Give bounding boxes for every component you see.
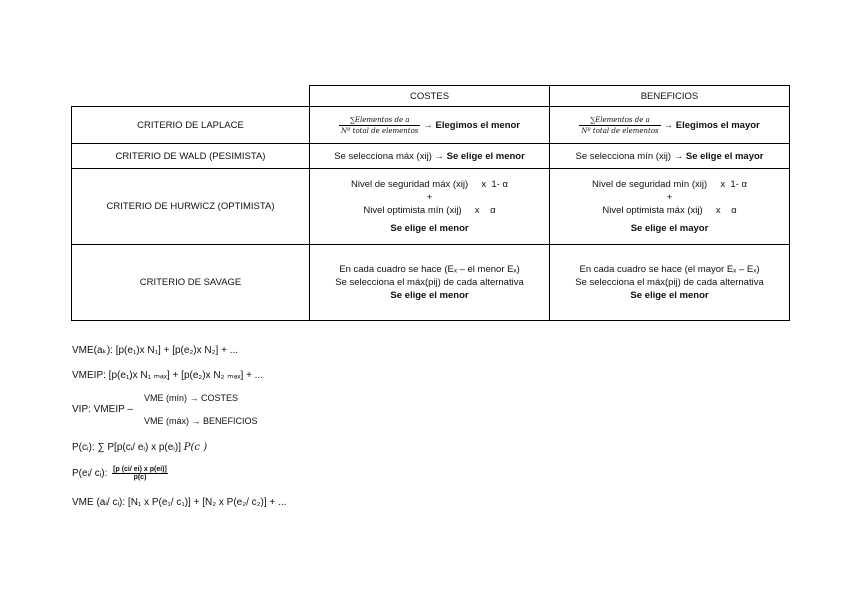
wald-row [72,144,790,169]
hurwicz-benefits-cell [550,169,790,245]
vme-conditional-formula: VME (aᵢ/ cᵢ): [N₁ x P(e₁/ c₁)] + [N₂ x P(e₂/ c₂)] + ... [72,497,287,508]
empty-corner-cell [72,86,310,107]
savage-label: CRITERIO DE SAVAGE [72,245,310,321]
laplace-costs-result: → Elegimos el menor [423,119,521,131]
vip-min-costs: VME (mín) → COSTES [144,393,239,403]
pe-fraction-denominator: p(c) [133,474,147,481]
savage-costs-result: Se elige el menor [390,290,469,301]
laplace-label: CRITERIO DE LAPLACE [72,107,310,144]
pc-formula-italic: P(c ) [183,442,208,453]
costs-header: COSTES [310,86,550,107]
vip-formula: VIP: VMEIP – [72,404,133,415]
wald-costs-cell [310,144,550,169]
hurwicz-costs-result: Se elige el menor [390,223,469,234]
hurwicz-label: CRITERIO DE HURWICZ (OPTIMISTA) [72,169,310,245]
hurwicz-row [72,169,790,245]
fraction-numerator: ∑Elementos de a [339,116,420,126]
savage-benefits-line1: En cada cuadro se hace (el mayor Eₓ – Eₓ) [579,264,760,275]
hurwicz-benefits-plus: + [666,192,673,203]
wald-costs-result: Se elige el menor [446,150,525,162]
savage-costs-cell [310,245,550,321]
laplace-costs-fraction [339,116,420,135]
hurwicz-costs-plus: + [426,192,433,203]
header-row [72,86,790,107]
savage-benefits-result: Se elige el menor [630,290,709,301]
fraction-denominator: Nº total de elementos [581,126,659,135]
pe-fraction [112,466,168,481]
wald-costs-text: Se selecciona máx (xij) → [334,150,444,162]
savage-costs-line2: Se selecciona el máx(pij) de cada alternativa [335,277,524,288]
pc-formula-text: P(cᵢ): ∑ P[p(cᵢ/ eᵢ) x p(eᵢ)] [72,442,181,453]
savage-row [72,245,790,321]
hurwicz-benefits-result: Se elige el mayor [630,223,709,234]
vme-formula: VME(aₖ): [p(e₁)x N₁] + [p(e₂)x N₂] + ... [72,345,239,356]
wald-benefits-cell [550,144,790,169]
decision-criteria-table [71,85,790,321]
wald-benefits-text: Se selecciona mín (xij) → [575,150,684,162]
laplace-benefits-result: → Elegimos el mayor [663,119,760,131]
laplace-benefits-cell [550,107,790,144]
savage-benefits-line2: Se selecciona el máx(pij) de cada alternativa [575,277,764,288]
laplace-benefits-fraction [579,116,660,135]
fraction-denominator: Nº total de elementos [340,126,419,135]
vmeip-formula: VMEIP: [p(e₁)x N₁ ₘₐₓ] + [p(e₂)x N₂ ₘₐₓ] + ... [72,370,264,381]
laplace-costs-cell [310,107,550,144]
fraction-numerator: ∑Elementos de a [579,116,660,126]
hurwicz-benefits-line3: Nivel optimista máx (xij) x α [602,205,737,216]
wald-benefits-result: Se elige el mayor [685,150,764,162]
vip-max-benefits: VME (máx) → BENEFICIOS [144,416,258,426]
savage-costs-line1: En cada cuadro se hace (Eₓ – el menor Eₓ) [339,264,520,275]
laplace-row [72,107,790,144]
hurwicz-costs-cell [310,169,550,245]
hurwicz-costs-line3: Nivel optimista mín (xij) x α [363,205,496,216]
wald-label: CRITERIO DE WALD (PESIMISTA) [72,144,310,169]
hurwicz-costs-line1: Nivel de seguridad máx (xij) x 1- α [350,179,508,190]
pc-formula [72,442,207,453]
hurwicz-benefits-line1: Nivel de seguridad mín (xij) x 1- α [592,179,747,190]
savage-benefits-cell [550,245,790,321]
pe-fraction-numerator: [p (ci/ ei) x p(ei)] [113,466,167,473]
pe-formula-label: P(eᵢ/ cᵢ): [72,468,108,480]
pe-formula [72,466,168,481]
benefits-header: BENEFICIOS [550,86,790,107]
